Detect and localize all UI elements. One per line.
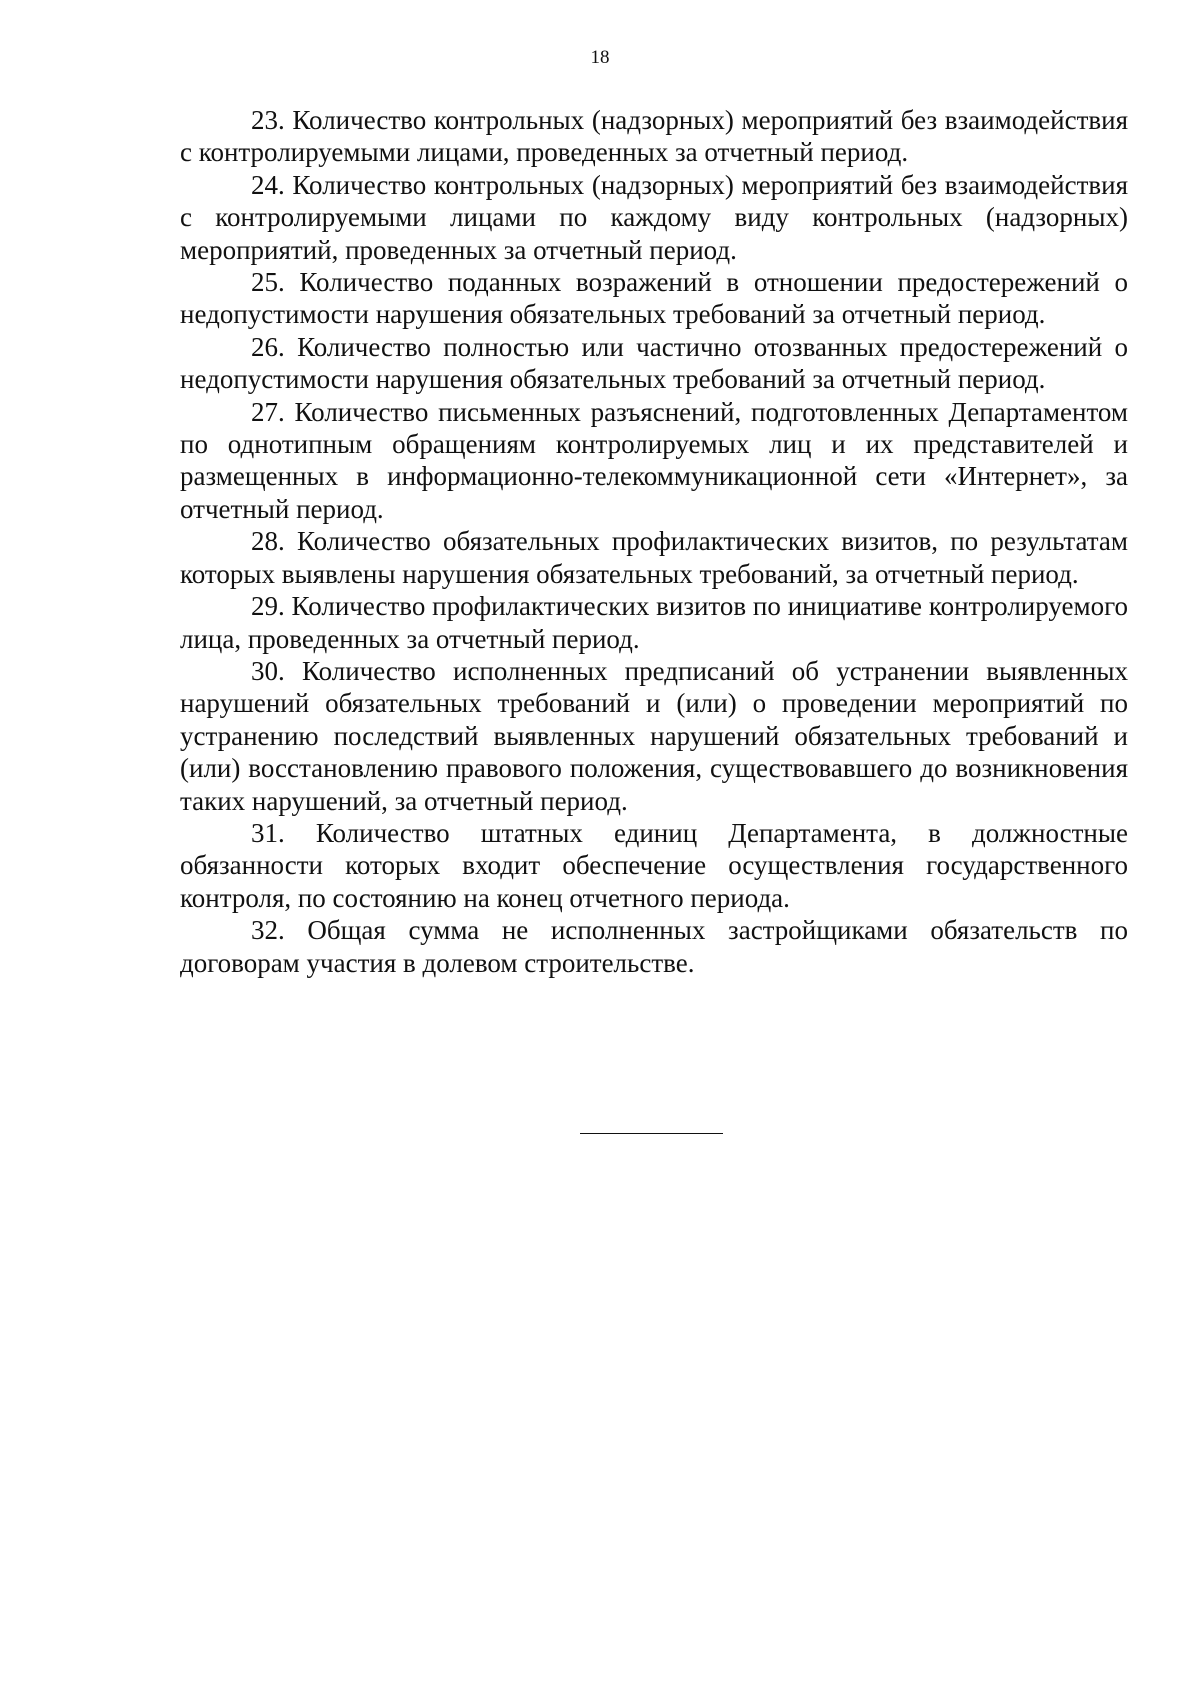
paragraph-23: 23. Количество контрольных (надзорных) мероприятий без взаимодействия с контролируемыми лицами, проведенных за отчетный период. [180, 105, 1128, 168]
paragraph-28: 28. Количество обязательных профилактических визитов, по результатам которых выявлены нарушения обязательных требований, за отчетный период. [180, 526, 1128, 589]
paragraph-29: 29. Количество профилактических визитов по инициативе контролируемого лица, проведенных за отчетный период. [180, 591, 1128, 654]
paragraph-26: 26. Количество полностью или частично отозванных предостережений о недопустимости нарушения обязательных требований за отчетный период. [180, 331, 1128, 395]
paragraph-24: 24. Количество контрольных (надзорных) мероприятий без взаимодействия с контролируемыми лицами по каждому виду контрольных (надзорных) мероприятий, проведенных за отчетный период. [180, 169, 1128, 265]
paragraph-30: 30. Количество исполненных предписаний об устранении выявленных нарушений обязательных требований и (или) о проведении мероприятий по устранению последствий выявленных нарушений обязательных требований и (или) восстановлению правового положения, существовавшего до возникновения таких нарушений, за отчетный период. [180, 655, 1128, 816]
paragraph-25: 25. Количество поданных возражений в отношении предостережений о недопустимости нарушения обязательных требований за отчетный период. [180, 267, 1128, 330]
document-body [180, 104, 1128, 979]
page-number: 18 [590, 47, 610, 68]
closing-divider [580, 1133, 723, 1134]
paragraph-27: 27. Количество письменных разъяснений, подготовленных Департаментом по однотипным обращениям контролируемых лиц и их представителей и размещенных в информационно-телекоммуникационной сети «Интернет», за отчетный период. [180, 396, 1128, 524]
paragraph-32: 32. Общая сумма не исполненных застройщиками обязательств по договорам участия в долевом строительстве. [180, 915, 1128, 978]
paragraph-31: 31. Количество штатных единиц Департамента, в должностные обязанности которых входит обеспечение осуществления государственного контроля, по состоянию на конец отчетного периода. [180, 817, 1128, 913]
